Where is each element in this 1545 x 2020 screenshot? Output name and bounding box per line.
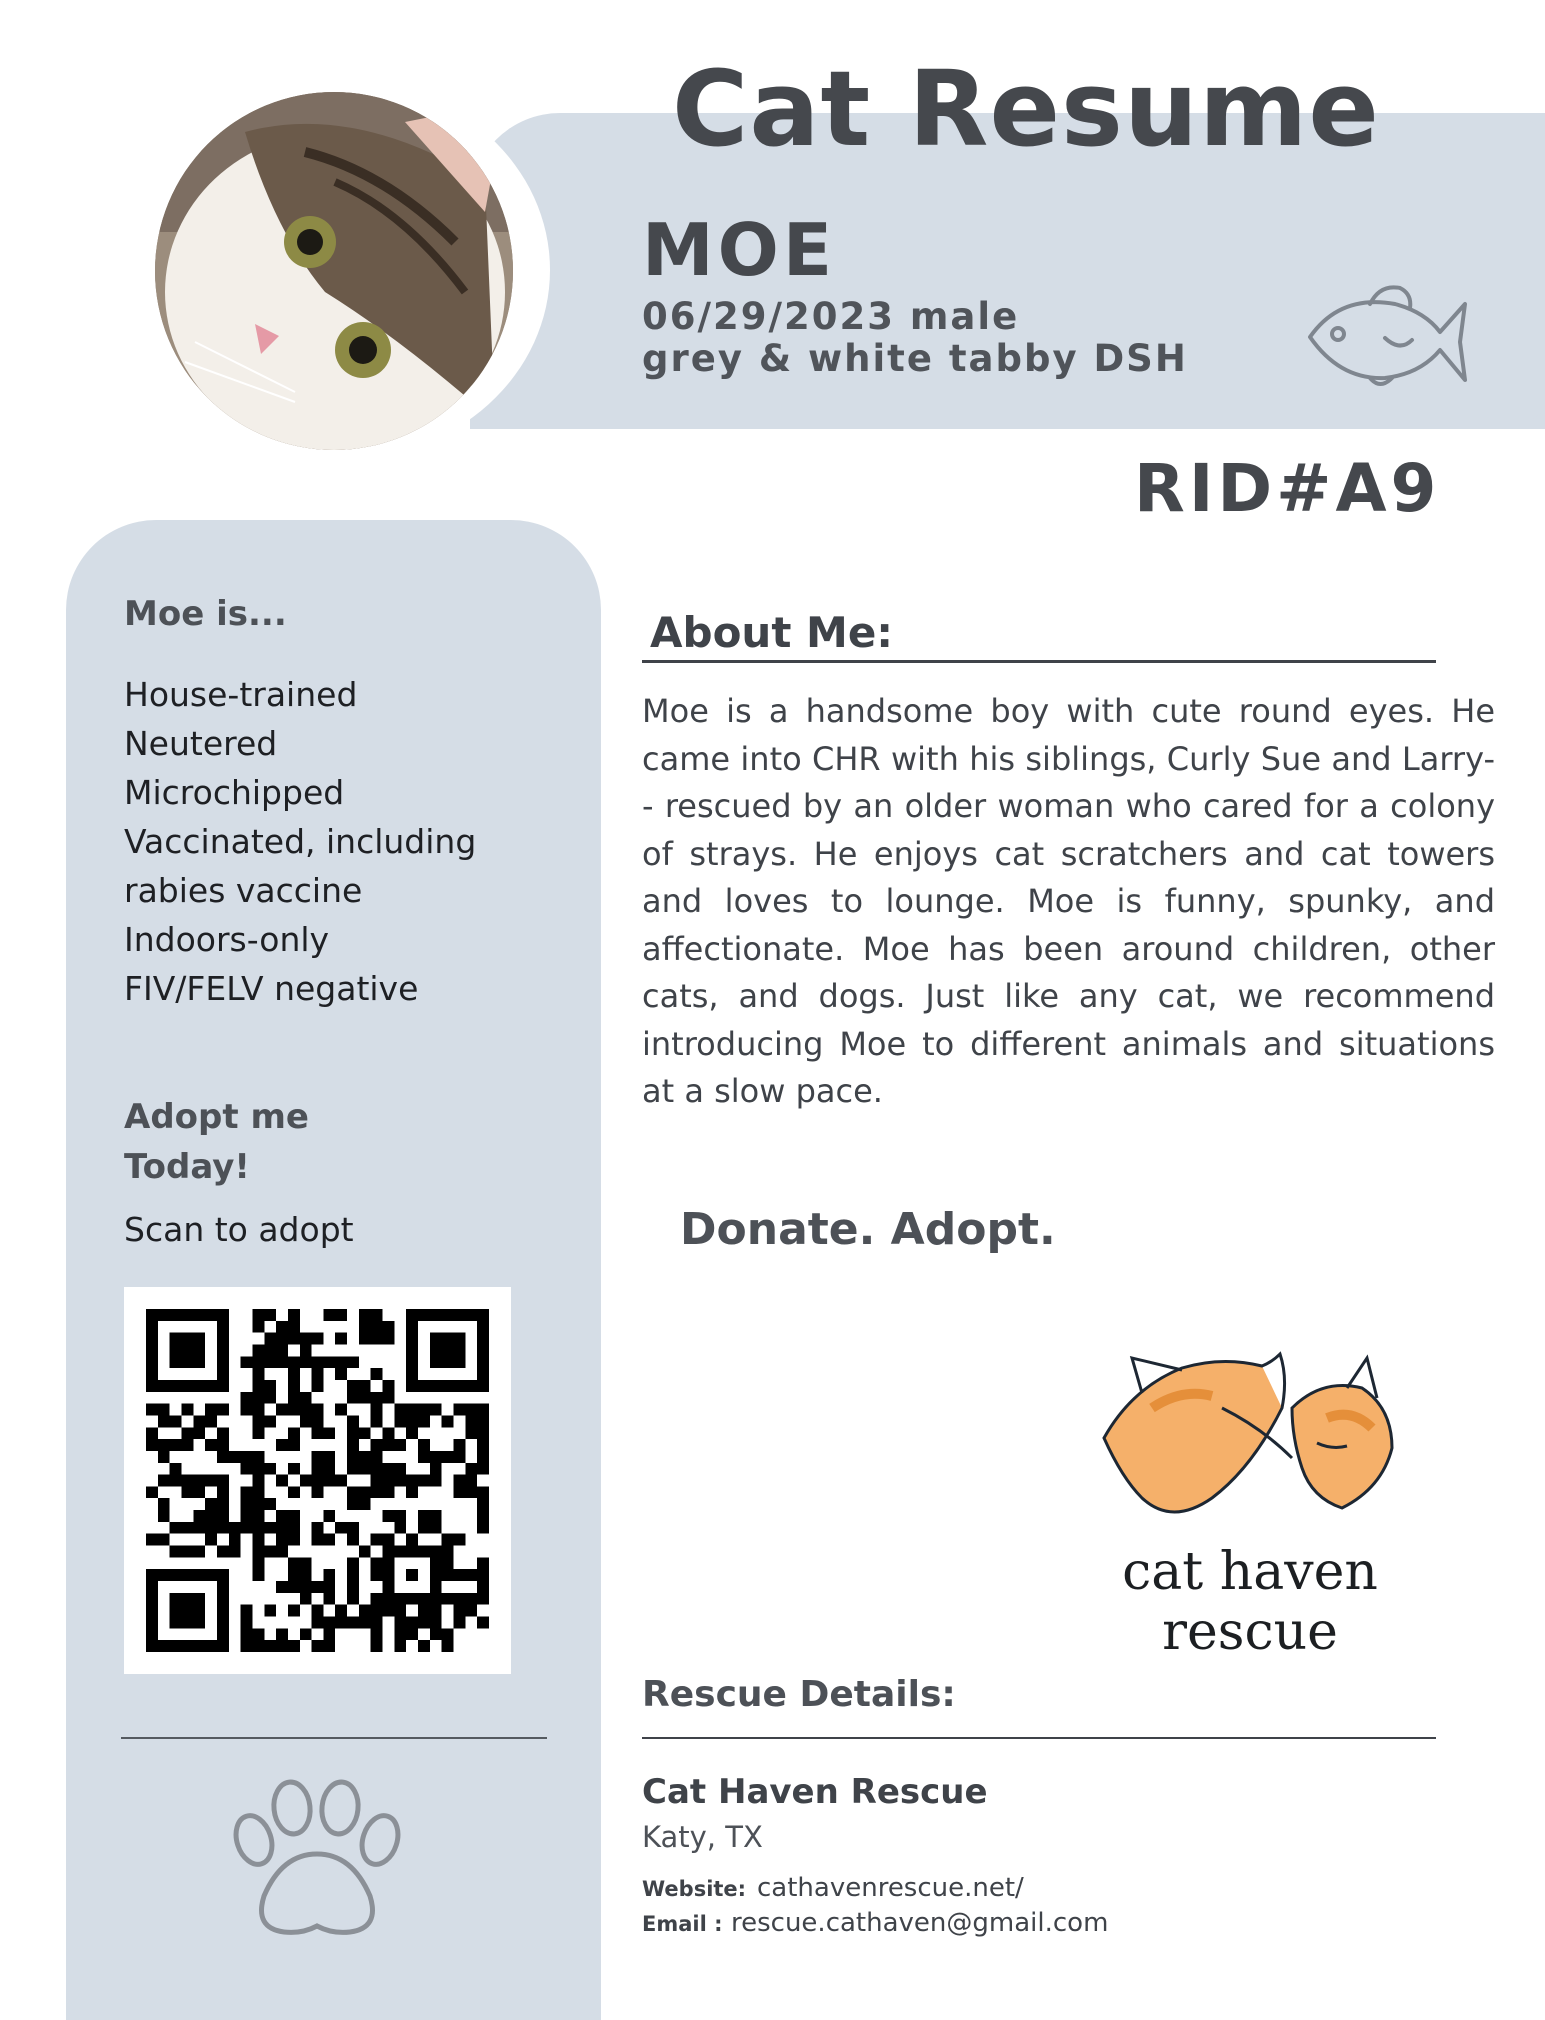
adopt-line-2: Today!	[124, 1147, 250, 1187]
qr-code[interactable]	[124, 1287, 511, 1674]
website-label: Website:	[642, 1877, 747, 1901]
scan-label: Scan to adopt	[124, 1210, 354, 1249]
adopt-line-1: Adopt me	[124, 1097, 309, 1137]
cat-face-illustration	[155, 92, 513, 450]
trait-item: Vaccinated, including	[124, 822, 477, 861]
fish-icon	[1300, 282, 1470, 392]
rescue-divider	[642, 1737, 1436, 1739]
cat-name: MOE	[642, 208, 837, 292]
qr-code-icon	[146, 1309, 489, 1652]
logo-line-2: rescue	[1162, 1602, 1338, 1662]
rescue-id: RID#A9	[1134, 450, 1441, 527]
trait-item: Microchipped	[124, 773, 345, 812]
traits-list	[124, 670, 476, 1013]
trait-item: rabies vaccine	[124, 871, 363, 910]
email-link[interactable]: rescue.cathaven@gmail.com	[731, 1908, 1109, 1938]
coat-description: grey & white tabby DSH	[642, 337, 1188, 380]
logo-line-1: cat haven	[1122, 1542, 1378, 1602]
page-title: Cat Resume	[672, 48, 1380, 170]
trait-item: Indoors-only	[124, 920, 330, 959]
trait-item: FIV/FELV negative	[124, 969, 419, 1008]
cat-haven-logo-icon	[1092, 1348, 1398, 1536]
cat-haven-logo-text	[1090, 1542, 1410, 1662]
org-name: Cat Haven Rescue	[642, 1772, 988, 1812]
org-location: Katy, TX	[642, 1820, 763, 1854]
trait-item: House-trained	[124, 675, 358, 714]
sidebar-divider	[121, 1737, 547, 1739]
traits-heading: Moe is...	[124, 594, 287, 634]
paw-icon	[232, 1778, 402, 1940]
email-label: Email :	[642, 1912, 723, 1936]
donate-adopt-tagline: Donate. Adopt.	[680, 1204, 1056, 1255]
about-divider	[642, 660, 1436, 663]
adopt-heading	[124, 1092, 384, 1192]
rescue-details-heading: Rescue Details:	[642, 1674, 956, 1715]
about-heading: About Me:	[650, 608, 894, 657]
website-link[interactable]: cathavenrescue.net/	[757, 1873, 1024, 1903]
birth-and-sex: 06/29/2023 male	[642, 295, 1020, 338]
about-text: Moe is a handsome boy with cute round eyes. He came into CHR with his siblings, Curly Sue and Larry-- rescued by an older woman who cared for a colony of strays. He enjoys cat scratchers and cat towers and loves to lounge. Moe is funny, spunky, and affectionate. Moe has been around children, other cats, and dogs. Just like any cat, we recommend introducing Moe to different animals and situations at a slow pace.	[642, 692, 1495, 1110]
cat-photo	[155, 92, 513, 450]
trait-item: Neutered	[124, 724, 278, 763]
